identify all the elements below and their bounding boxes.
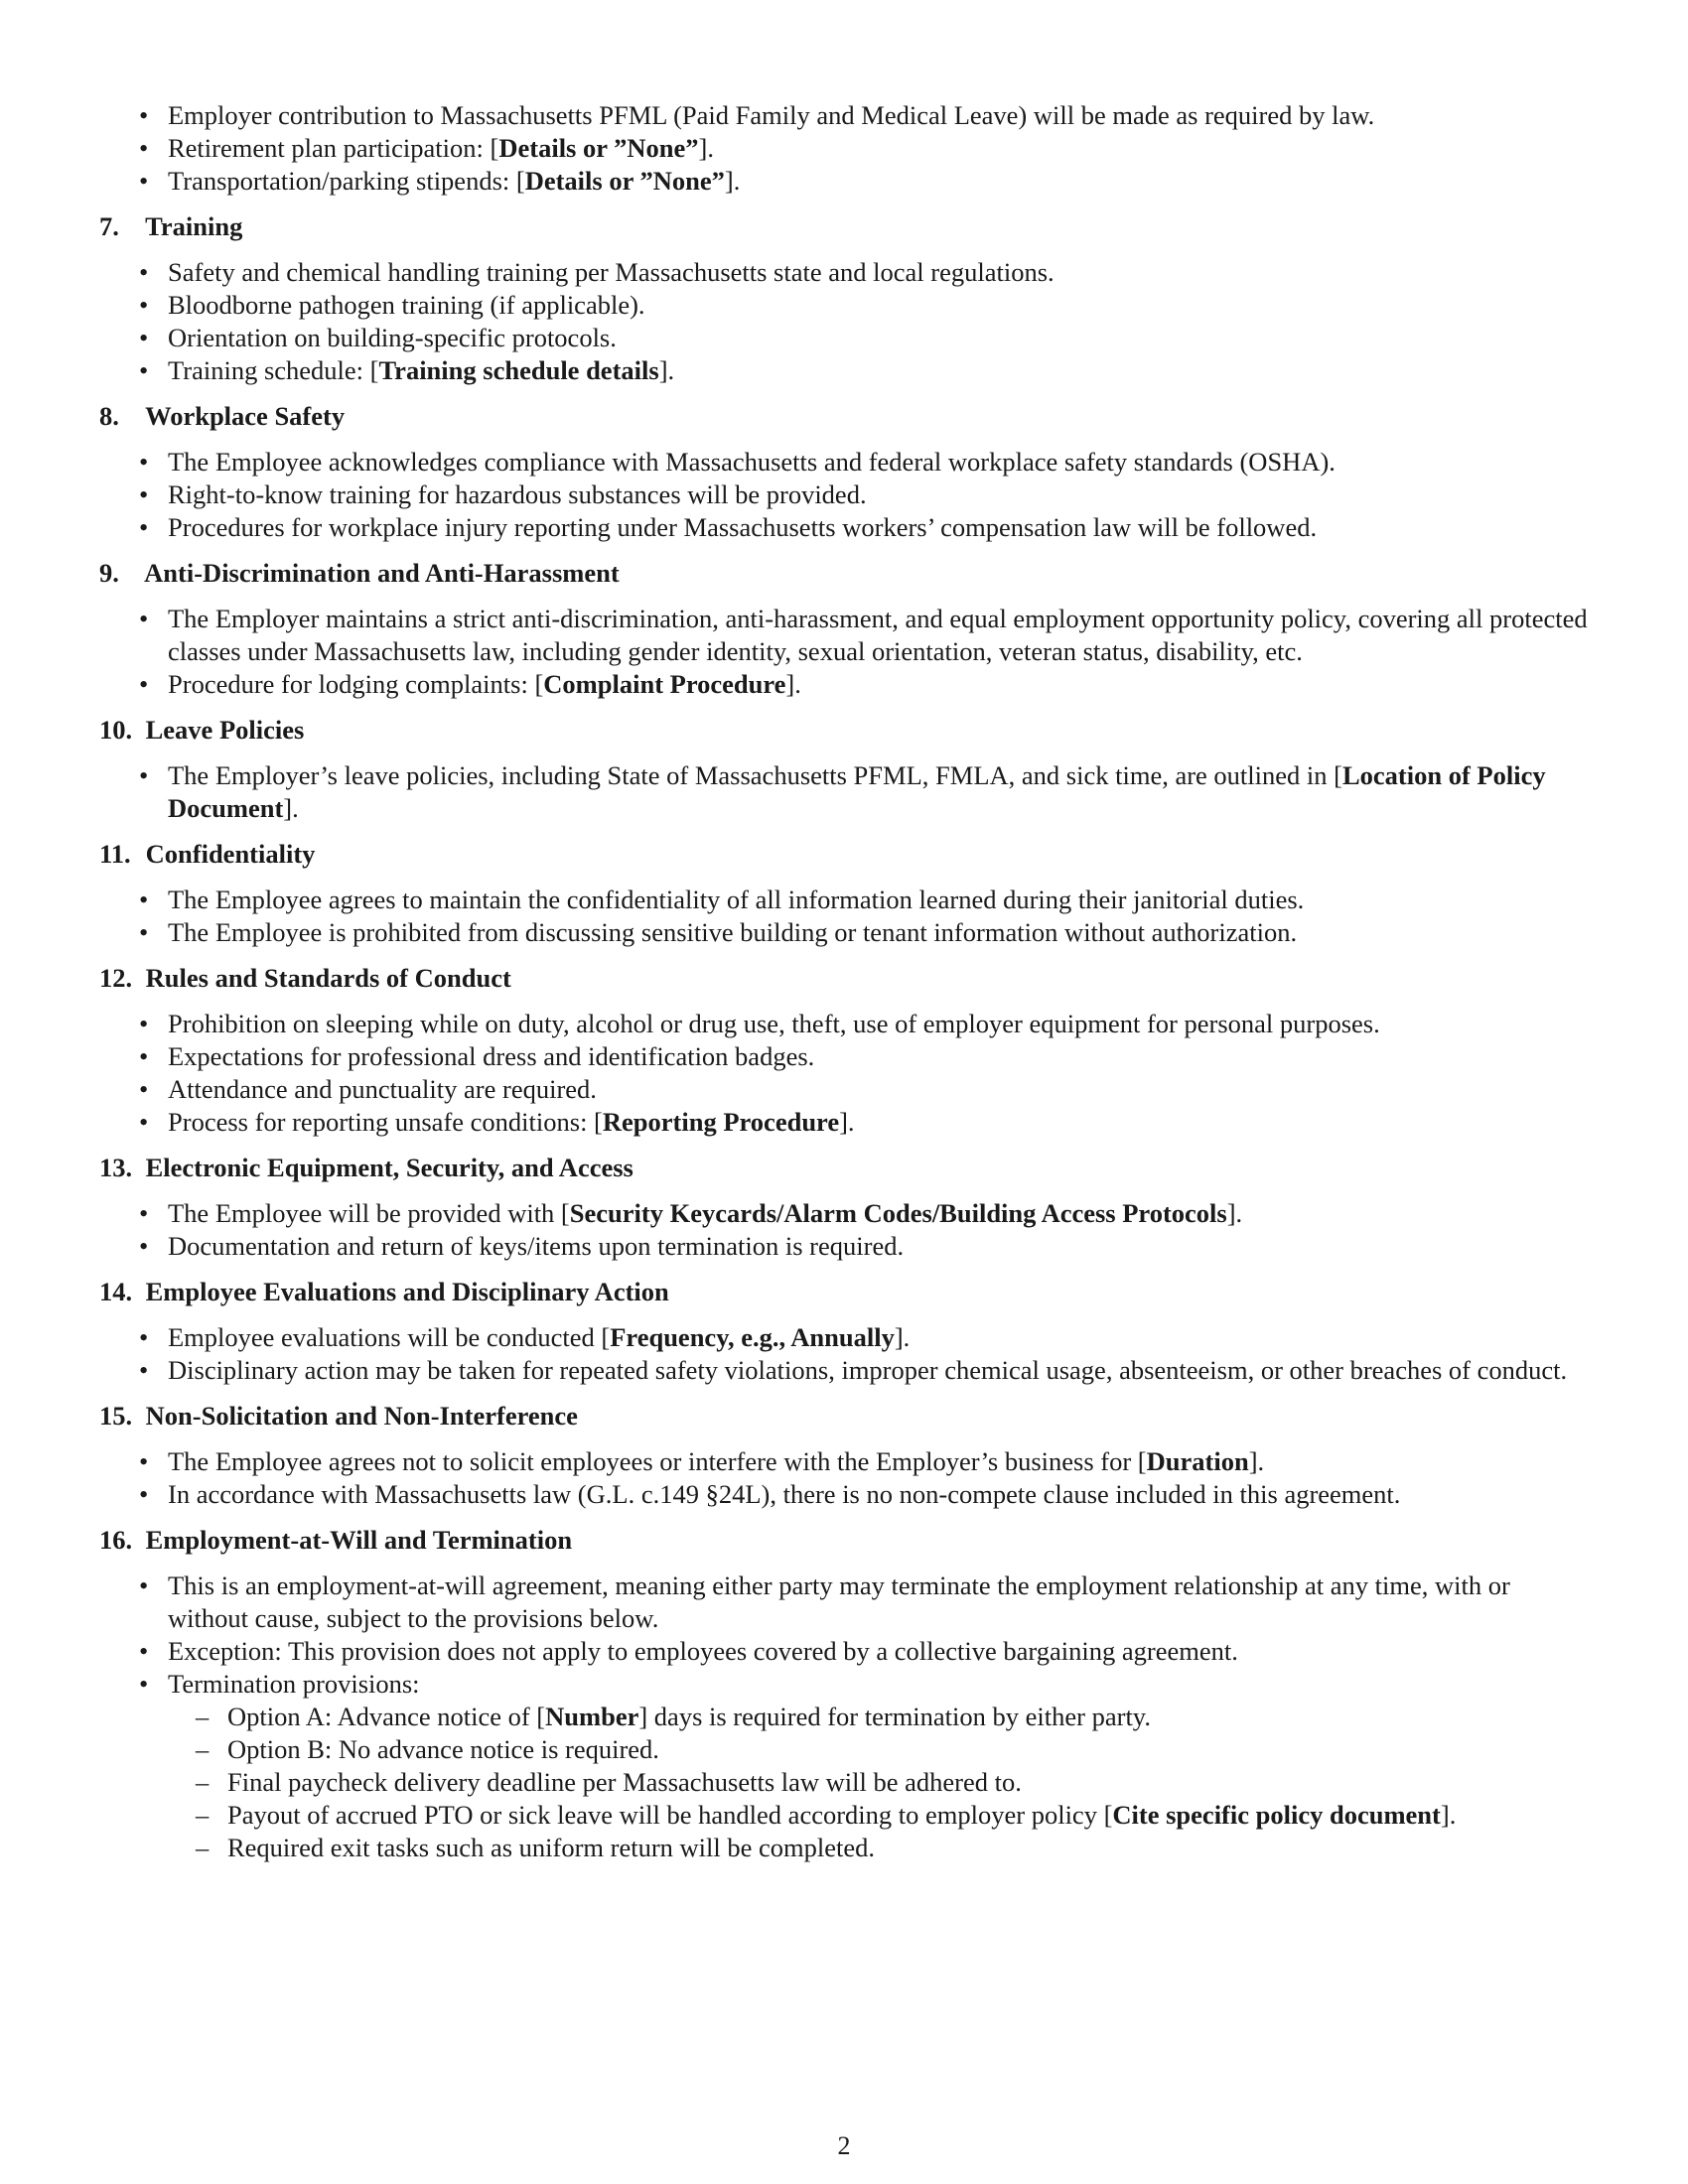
placeholder-field: Number xyxy=(545,1702,639,1731)
item-text: Exception: This provision does not apply to employees covered by a collective bargaining agreement. xyxy=(168,1636,1238,1666)
sub-list xyxy=(168,1701,1591,1864)
section-12 xyxy=(99,962,1591,1139)
item-text: Expectations for professional dress and identification badges. xyxy=(168,1041,815,1071)
bullet-item xyxy=(99,289,1591,322)
section-7 xyxy=(99,210,1591,387)
placeholder-field: Training schedule details xyxy=(378,355,659,385)
bullet-item xyxy=(99,603,1591,668)
item-text: This is an employment-at-will agreement, meaning either party may terminate the employment relationship at any time, with or without cause, subject to the provisions below. xyxy=(168,1570,1510,1633)
placeholder-field: Duration xyxy=(1146,1446,1249,1476)
item-text: In accordance with Massachusetts law (G.L. c.149 §24L), there is no non-compete clause included in this agreement. xyxy=(168,1479,1401,1509)
placeholder-field: Details or ”None” xyxy=(524,166,725,196)
item-text: Transportation/parking stipends: [ xyxy=(168,166,525,196)
section-title: Employee Evaluations and Disciplinary Action xyxy=(145,1277,669,1306)
bullet-list xyxy=(99,1570,1591,1864)
bullet-item xyxy=(99,256,1591,289)
bullet-item xyxy=(99,354,1591,387)
bullet-item xyxy=(99,1106,1591,1139)
section-number: 14. xyxy=(99,1277,133,1306)
section-title: Training xyxy=(145,211,243,241)
bullet-item xyxy=(99,1635,1591,1668)
item-text-suffix: ]. xyxy=(839,1107,855,1137)
intro-bullet-list xyxy=(99,99,1591,198)
bullet-list xyxy=(99,446,1591,544)
bullet-item xyxy=(99,1230,1591,1263)
bullet-list xyxy=(99,759,1591,825)
sub-list-item xyxy=(168,1766,1591,1799)
document-body xyxy=(99,99,1591,1864)
item-text: Procedures for workplace injury reporting under Massachusetts workers’ compensation law will be followed. xyxy=(168,512,1318,542)
item-text-suffix: ] days is required for termination by either party. xyxy=(638,1702,1151,1731)
bullet-item xyxy=(99,1445,1591,1478)
section-number: 15. xyxy=(99,1401,133,1431)
item-text-suffix: ]. xyxy=(894,1322,911,1352)
placeholder-field: Details or ”None” xyxy=(498,133,699,163)
bullet-item xyxy=(99,1197,1591,1230)
section-title: Confidentiality xyxy=(145,839,316,869)
item-text: The Employee will be provided with [ xyxy=(168,1198,570,1228)
item-text-suffix: ]. xyxy=(724,166,741,196)
item-text: Termination provisions: xyxy=(168,1669,420,1699)
item-text: Bloodborne pathogen training (if applicable). xyxy=(168,290,645,320)
section-8 xyxy=(99,400,1591,544)
item-text: Orientation on building-specific protocols. xyxy=(168,323,617,352)
section-number: 7. xyxy=(99,211,119,241)
section-11 xyxy=(99,838,1591,949)
item-text: Procedure for lodging complaints: [ xyxy=(168,669,544,699)
bullet-item xyxy=(99,759,1591,825)
section-number: 10. xyxy=(99,715,133,745)
placeholder-field: Cite specific policy document xyxy=(1112,1800,1441,1830)
section-title: Leave Policies xyxy=(145,715,305,745)
item-text: The Employee acknowledges compliance with Massachusetts and federal workplace safety standards (OSHA). xyxy=(168,447,1336,477)
bullet-list xyxy=(99,603,1591,701)
bullet-list xyxy=(99,1197,1591,1263)
item-text: Documentation and return of keys/items upon termination is required. xyxy=(168,1231,905,1261)
section-number: 8. xyxy=(99,401,119,431)
bullet-item xyxy=(99,99,1591,132)
bullet-item xyxy=(99,668,1591,701)
section-heading xyxy=(99,210,1591,243)
section-number: 9. xyxy=(99,558,119,588)
item-text-suffix: ]. xyxy=(658,355,675,385)
section-number: 13. xyxy=(99,1153,133,1182)
item-text: Retirement plan participation: [ xyxy=(168,133,499,163)
sub-list-item xyxy=(168,1701,1591,1733)
bullet-item xyxy=(99,884,1591,916)
section-heading xyxy=(99,838,1591,871)
bullet-item xyxy=(99,1570,1591,1635)
placeholder-field: Complaint Procedure xyxy=(543,669,786,699)
sub-list-item xyxy=(168,1733,1591,1766)
item-text: Employee evaluations will be conducted [ xyxy=(168,1322,611,1352)
item-text-suffix: ]. xyxy=(1440,1800,1457,1830)
section-heading xyxy=(99,1152,1591,1184)
item-text-suffix: ]. xyxy=(785,669,801,699)
page-number: 2 xyxy=(837,2131,851,2160)
section-heading xyxy=(99,557,1591,590)
item-text: Prohibition on sleeping while on duty, alcohol or drug use, theft, use of employer equipment for personal purposes. xyxy=(168,1009,1380,1038)
item-text: Training schedule: [ xyxy=(168,355,379,385)
section-13 xyxy=(99,1152,1591,1263)
bullet-item xyxy=(99,1321,1591,1354)
bullet-item xyxy=(99,916,1591,949)
item-text: The Employee agrees to maintain the confidentiality of all information learned during their janitorial duties. xyxy=(168,885,1305,914)
section-heading xyxy=(99,962,1591,995)
bullet-list xyxy=(99,1445,1591,1511)
section-title: Rules and Standards of Conduct xyxy=(145,963,511,993)
bullet-list xyxy=(99,884,1591,949)
bullet-item xyxy=(99,1354,1591,1387)
bullet-item xyxy=(99,1668,1591,1864)
section-heading xyxy=(99,714,1591,747)
item-text: Attendance and punctuality are required. xyxy=(168,1074,597,1104)
item-text: Safety and chemical handling training per Massachusetts state and local regulations. xyxy=(168,257,1055,287)
bullet-item xyxy=(99,511,1591,544)
bullet-item xyxy=(99,446,1591,478)
section-title: Employment-at-Will and Termination xyxy=(145,1525,573,1555)
section-heading xyxy=(99,400,1591,433)
placeholder-field: Security Keycards/Alarm Codes/Building Access Protocols xyxy=(569,1198,1227,1228)
bullet-list xyxy=(99,1321,1591,1387)
section-number: 12. xyxy=(99,963,133,993)
section-10 xyxy=(99,714,1591,825)
section-title: Workplace Safety xyxy=(145,401,346,431)
item-text: Option B: No advance notice is required. xyxy=(227,1734,659,1764)
section-heading xyxy=(99,1276,1591,1308)
section-9 xyxy=(99,557,1591,701)
sections-container xyxy=(99,210,1591,1864)
item-text: Required exit tasks such as uniform return will be completed. xyxy=(227,1833,876,1862)
bullet-list xyxy=(99,256,1591,387)
section-title: Electronic Equipment, Security, and Access xyxy=(145,1153,633,1182)
section-14 xyxy=(99,1276,1591,1387)
item-text: The Employer maintains a strict anti-discrimination, anti-harassment, and equal employment opportunity policy, covering all protected classes under Massachusetts law, including gender identity, sexual orientation, veteran status, disability, etc. xyxy=(168,604,1588,666)
item-text: Final paycheck delivery deadline per Massachusetts law will be adhered to. xyxy=(227,1767,1022,1797)
bullet-item xyxy=(99,1073,1591,1106)
bullet-item xyxy=(99,132,1591,165)
bullet-item xyxy=(99,165,1591,198)
section-title: Non-Solicitation and Non-Interference xyxy=(145,1401,578,1431)
section-heading xyxy=(99,1400,1591,1433)
section-15 xyxy=(99,1400,1591,1511)
placeholder-field: Frequency, e.g., Annually xyxy=(610,1322,895,1352)
item-text: The Employee is prohibited from discussing sensitive building or tenant information without authorization. xyxy=(168,917,1298,947)
item-text: The Employee agrees not to solicit employees or interfere with the Employer’s business for [ xyxy=(168,1446,1147,1476)
bullet-item xyxy=(99,1008,1591,1040)
bullet-item xyxy=(99,478,1591,511)
item-text-suffix: ]. xyxy=(1248,1446,1265,1476)
section-title: Anti-Discrimination and Anti-Harassment xyxy=(144,558,620,588)
section-16 xyxy=(99,1524,1591,1864)
sub-list-item xyxy=(168,1799,1591,1832)
item-text-suffix: ]. xyxy=(1226,1198,1243,1228)
item-text: Right-to-know training for hazardous substances will be provided. xyxy=(168,479,867,509)
item-text: The Employer’s leave policies, including State of Massachusetts PFML, FMLA, and sick time, are outlined in [ xyxy=(168,760,1342,790)
section-heading xyxy=(99,1524,1591,1557)
item-text: Payout of accrued PTO or sick leave will be handled according to employer policy [ xyxy=(227,1800,1113,1830)
section-number: 11. xyxy=(99,839,131,869)
section-number: 16. xyxy=(99,1525,133,1555)
bullet-item xyxy=(99,322,1591,354)
bullet-list xyxy=(99,1008,1591,1139)
sub-list-item xyxy=(168,1832,1591,1864)
item-text: Process for reporting unsafe conditions: [ xyxy=(168,1107,603,1137)
item-text: Employer contribution to Massachusetts PFML (Paid Family and Medical Leave) will be made as required by law. xyxy=(168,100,1375,130)
bullet-item xyxy=(99,1040,1591,1073)
bullet-item xyxy=(99,1478,1591,1511)
item-text-suffix: ]. xyxy=(698,133,714,163)
placeholder-field: Location of Policy Document xyxy=(168,760,1546,823)
placeholder-field: Reporting Procedure xyxy=(602,1107,840,1137)
item-text: Disciplinary action may be taken for repeated safety violations, improper chemical usage, absenteeism, or other breaches of conduct. xyxy=(168,1355,1568,1385)
item-text: Option A: Advance notice of [ xyxy=(227,1702,546,1731)
item-text-suffix: ]. xyxy=(283,793,299,823)
